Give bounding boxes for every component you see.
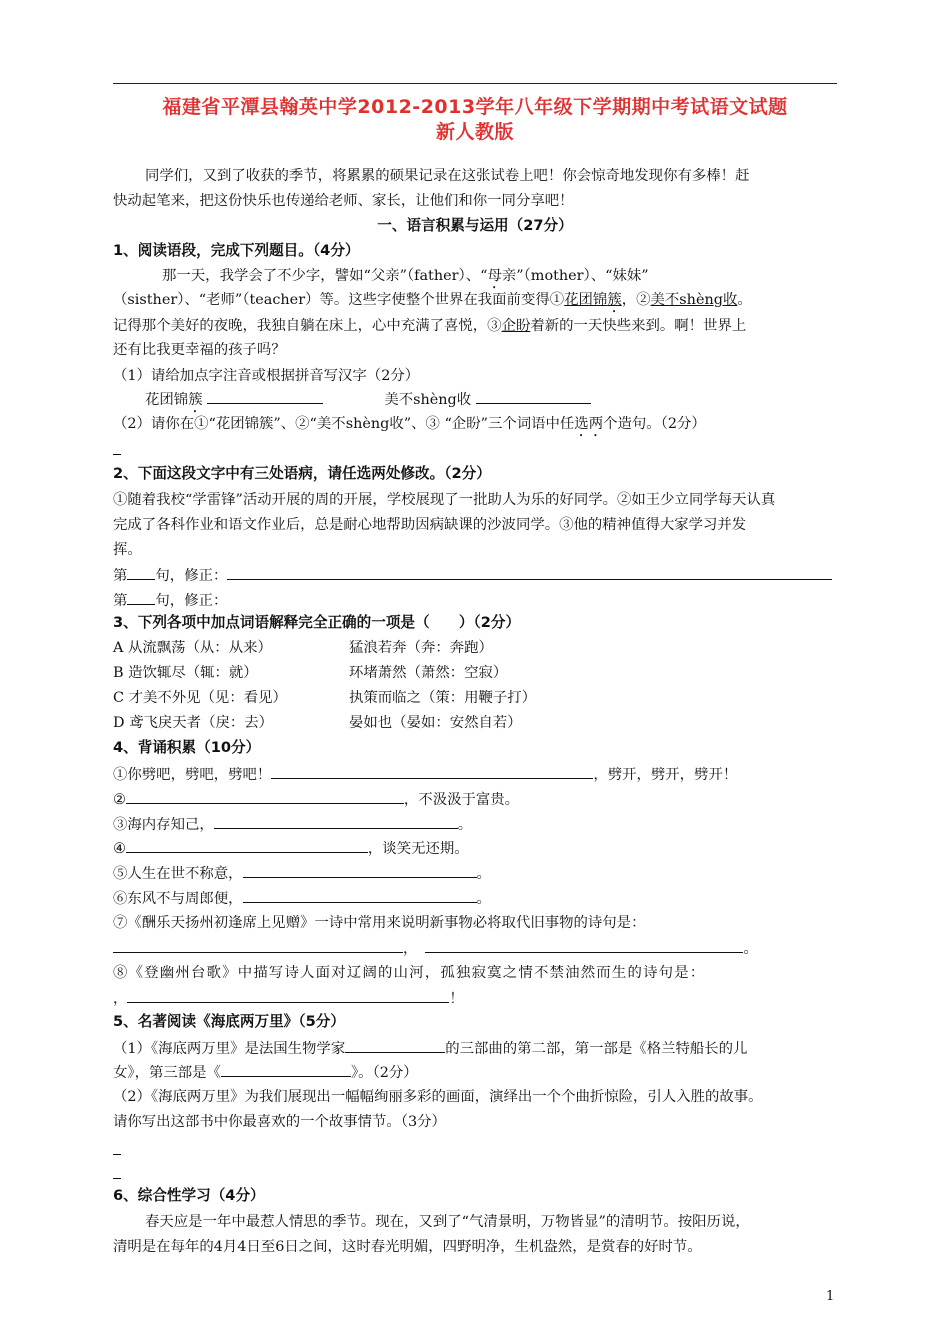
- sentence-number-blank[interactable]: [127, 590, 155, 605]
- q4-line-8-answer: ， ！: [113, 988, 464, 1009]
- recite-blank[interactable]: [243, 863, 477, 878]
- recite-blank[interactable]: [243, 888, 477, 903]
- recite-blank[interactable]: [127, 988, 449, 1003]
- q3-heading: 3、下列各项中加点词语解释完全正确的一项是（ ）（2分）: [113, 614, 521, 631]
- q3-option-b1: B 造饮辄尽（辄：就）: [113, 665, 258, 681]
- q3-option-d1: D 鸢飞戾天者（戾：去）: [113, 715, 274, 731]
- answer-dash[interactable]: [113, 454, 121, 455]
- intro-line-1: 同学们，又到了收获的季节，将累累的硕果记录在这张试卷上吧！你会惊奇地发现你有多棒！赶: [145, 168, 750, 184]
- correction-blank[interactable]: [227, 565, 832, 580]
- q4-line-1: ①你劈吧，劈吧，劈吧！ ，劈开，劈开，劈开！: [113, 764, 737, 785]
- q2-fix-2: 第 句，修正：: [113, 590, 227, 611]
- q3-option-a1: A 从流飘荡（从：从来）: [113, 640, 272, 656]
- answer-blank[interactable]: [207, 389, 323, 404]
- q5-line-1: （1）《海底两万里》是法国生物学家 的三部曲的第二部，第一部是《格兰特船长的儿: [113, 1038, 747, 1059]
- q5-line-4: 请你写出这部书中你最喜欢的一个故事情节。（3分）: [113, 1114, 446, 1130]
- q4-line-6: ⑥东风不与周郎便， 。: [113, 888, 491, 909]
- q4-line-3: ③海内存知己， 。: [113, 814, 472, 835]
- recite-blank[interactable]: [271, 764, 593, 779]
- q4-line-7-answers: ， 。: [113, 938, 758, 959]
- answer-dash[interactable]: [113, 1178, 121, 1179]
- q3-option-a2: 猛浪若奔（奔：奔跑）: [349, 640, 493, 656]
- recite-blank[interactable]: [126, 789, 404, 804]
- q6-line-2: 清明是在每年的4月4日至6日之间，这时春光明媚，四野明净，生机盎然，是赏春的好时节。: [113, 1239, 702, 1255]
- q4-heading: 4、背诵积累（10分）: [113, 739, 261, 756]
- answer-dash[interactable]: [113, 1154, 121, 1155]
- q2-line-1: ①随着我校“学雷锋”活动开展的周的开展，学校展现了一批助人为乐的好同学。②如王少立同学每天认真: [113, 492, 776, 508]
- q2-heading: 2、下面这段文字中有三处语病，请任选两处修改。（2分）: [113, 465, 491, 482]
- q2-line-3: 挥。: [113, 542, 142, 558]
- q1-sub2: （2）请你在①“花团锦簇”、②“美不shèng收”、③ “企盼”三个词语中任选两个造句。（2分）: [113, 416, 706, 432]
- page-number: 1: [826, 1289, 835, 1304]
- book-title-blank[interactable]: [221, 1062, 351, 1077]
- q1-sub1-answers: 花团锦簇 美不shèng收: [145, 389, 591, 416]
- q1-passage-line-3: 记得那个美好的夜晚，我独自躺在床上，心中充满了喜悦，③企盼着新的一天快些来到。啊！世界上: [113, 318, 747, 334]
- q3-option-b2: 环堵萧然（萧然：空寂）: [349, 665, 508, 681]
- q5-heading: 5、名著阅读《海底两万里》（5分）: [113, 1013, 345, 1030]
- q1-heading: 1、阅读语段，完成下列题目。（4分）: [113, 242, 360, 259]
- q3-option-c1: C 才美不外见（见：看见）: [113, 690, 287, 706]
- q1-passage-line-4: 还有比我更幸福的孩子吗？: [113, 342, 286, 358]
- q3-option-c2: 执策而临之（策：用鞭子打）: [349, 690, 537, 706]
- exam-title: 福建省平潭县翰英中学2012-2013学年八年级下学期期中考试语文试题: [162, 96, 788, 118]
- intro-line-2: 快动起笔来，把这份快乐也传递给老师、家长，让他们和你一同分享吧！: [113, 193, 574, 209]
- recite-blank[interactable]: [425, 938, 743, 953]
- q4-line-2: ② ，不汲汲于富贵。: [113, 789, 519, 810]
- header-rule: [113, 83, 837, 84]
- q1-passage-line-2: （sisther）、“老师”（teacher）等。这些字使整个世界在我面前变得①花团锦簇，②美不shèng收。: [113, 292, 752, 308]
- author-blank[interactable]: [345, 1038, 445, 1053]
- q4-line-5: ⑤人生在世不称意， 。: [113, 863, 491, 884]
- q6-heading: 6、综合性学习（4分）: [113, 1187, 265, 1204]
- answer-blank[interactable]: [476, 389, 591, 404]
- recite-blank[interactable]: [113, 938, 403, 953]
- q4-line-7: ⑦《酬乐天扬州初逢席上见赠》一诗中常用来说明新事物必将取代旧事物的诗句是：: [113, 915, 646, 931]
- exam-subtitle: 新人教版: [435, 121, 514, 143]
- q3-option-d2: 晏如也（晏如：安然自若）: [349, 715, 522, 731]
- q6-line-1: 春天应是一年中最惹人情思的季节。现在，又到了“气清景明，万物皆显”的清明节。按阳历说，: [145, 1214, 750, 1230]
- q2-fix-1: 第 句，修正：: [113, 565, 832, 586]
- recite-blank[interactable]: [126, 838, 368, 853]
- q4-line-4: ④ ，谈笑无还期。: [113, 838, 469, 859]
- part-heading: 一、语言积累与运用（27分）: [377, 217, 573, 234]
- q5-line-2: 女》，第三部是《 》。（2分）: [113, 1062, 418, 1083]
- recite-blank[interactable]: [214, 814, 458, 829]
- q1-passage-line-1: 那一天，我学会了不少字，譬如“父亲”（father）、“母亲”（mother）、“妹妹”: [162, 268, 649, 284]
- q5-line-3: （2）《海底两万里》为我们展现出一幅幅绚丽多彩的画面，演绎出一个个曲折惊险，引人入胜的故事。: [113, 1089, 763, 1105]
- q2-line-2: 完成了各科作业和语文作业后，总是耐心地帮助因病缺课的沙波同学。③他的精神值得大家学习并发: [113, 517, 747, 533]
- sentence-number-blank[interactable]: [127, 565, 155, 580]
- q1-sub1: （1）请给加点字注音或根据拼音写汉字（2分）: [113, 368, 420, 384]
- q4-line-8: ⑧《登幽州台歌》中描写诗人面对辽阔的山河，孤独寂寞之情不禁油然而生的诗句是：: [113, 965, 706, 981]
